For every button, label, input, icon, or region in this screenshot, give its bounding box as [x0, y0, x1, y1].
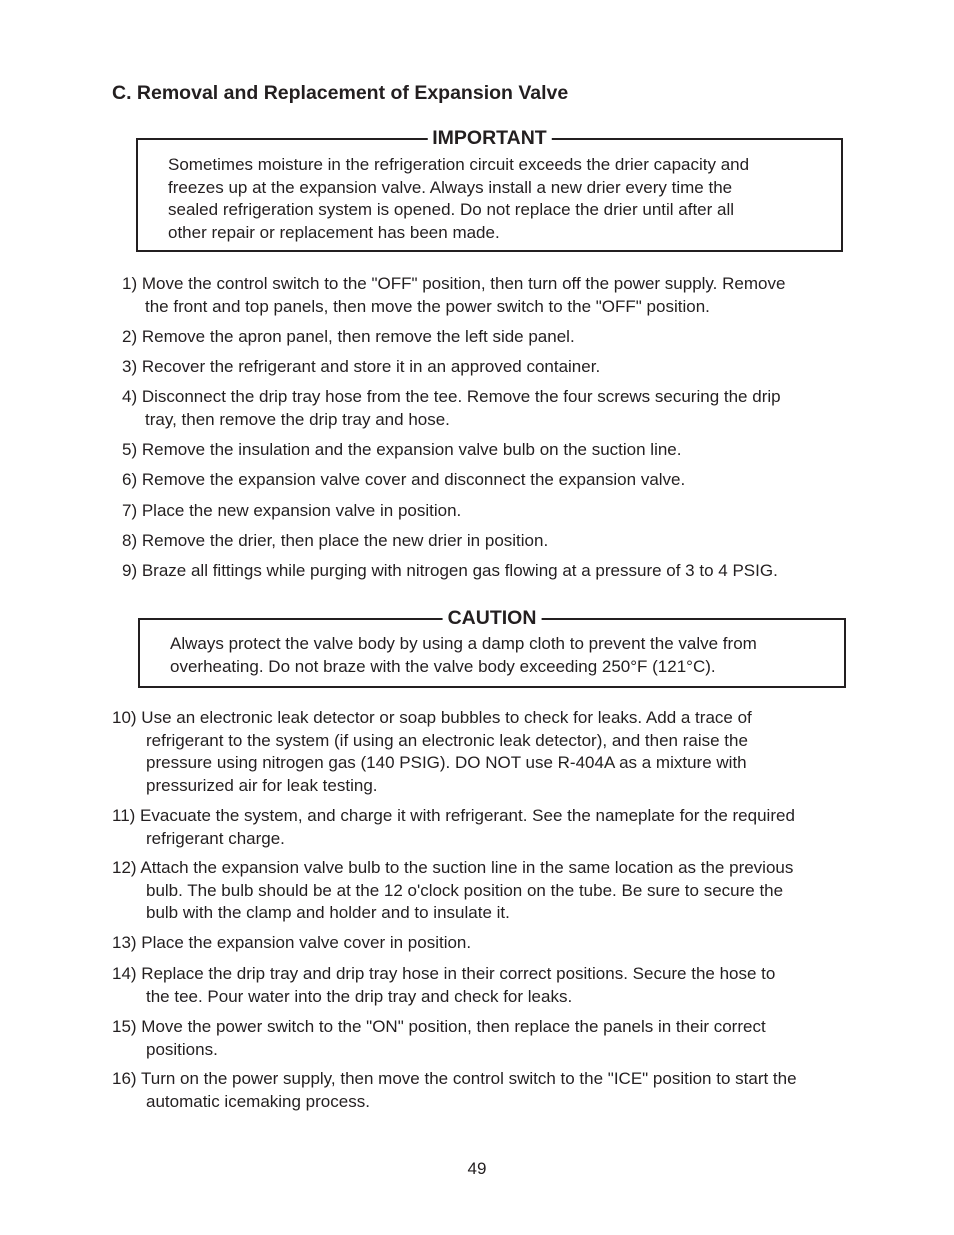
step-line: positions. — [146, 1039, 218, 1059]
step-line: tray, then remove the drip tray and hose. — [145, 409, 450, 429]
step-line: 7) Place the new expansion valve in position. — [122, 501, 462, 520]
step-7 — [122, 500, 461, 523]
caution-text — [170, 633, 757, 678]
step-5 — [122, 439, 681, 462]
step-8 — [122, 530, 548, 553]
important-notice-box — [136, 127, 843, 252]
caution-notice-box — [138, 607, 846, 688]
step-line: 12) Attach the expansion valve bulb to the suction line in the same location as the previous — [112, 858, 794, 877]
step-line: 4) Disconnect the drip tray hose from the tee. Remove the four screws securing the drip — [122, 387, 781, 406]
step-line: the front and top panels, then move the power switch to the "OFF" position. — [145, 296, 710, 316]
step-11 — [112, 805, 795, 850]
caution-line: overheating. Do not braze with the valve body exceeding 250°F (121°C). — [170, 656, 716, 676]
step-line: 11) Evacuate the system, and charge it with refrigerant. See the nameplate for the required — [112, 806, 795, 825]
step-line: 5) Remove the insulation and the expansion valve bulb on the suction line. — [122, 440, 682, 459]
step-6 — [122, 469, 685, 492]
step-1 — [122, 273, 785, 318]
step-line: 1) Move the control switch to the "OFF" position, then turn off the power supply. Remove — [122, 274, 786, 293]
step-15 — [112, 1016, 766, 1061]
step-line: bulb. The bulb should be at the 12 o'clock position on the tube. Be sure to secure the — [146, 880, 784, 900]
step-line: 15) Move the power switch to the "ON" position, then replace the panels in their correct — [112, 1017, 766, 1036]
step-line: 9) Braze all fittings while purging with nitrogen gas flowing at a pressure of 3 to 4 PSIG. — [122, 561, 778, 580]
section-heading: C. Removal and Replacement of Expansion Valve — [112, 82, 569, 104]
important-line: freezes up at the expansion valve. Always install a new drier every time the — [168, 177, 733, 197]
step-line: pressurized air for leak testing. — [146, 775, 378, 795]
step-line: automatic icemaking process. — [146, 1091, 370, 1111]
step-14 — [112, 963, 775, 1008]
important-line: sealed refrigeration system is opened. Do not replace the drier until after all — [168, 200, 735, 219]
step-line: refrigerant charge. — [146, 828, 285, 848]
step-16 — [112, 1068, 797, 1113]
important-title: IMPORTANT — [427, 126, 551, 150]
step-line: refrigerant to the system (if using an electronic leak detector), and then raise the — [146, 730, 748, 750]
caution-title: CAUTION — [443, 606, 542, 630]
step-12 — [112, 857, 793, 925]
step-line: pressure using nitrogen gas (140 PSIG). DO NOT use R-404A as a mixture with — [146, 753, 747, 772]
step-9 — [122, 560, 778, 583]
step-line: 3) Recover the refrigerant and store it in an approved container. — [122, 357, 601, 376]
step-line: 16) Turn on the power supply, then move the control switch to the "ICE" position to start the — [112, 1069, 797, 1088]
step-2 — [122, 326, 575, 349]
important-line: other repair or replacement has been made. — [168, 222, 500, 242]
important-line: Sometimes moisture in the refrigeration circuit exceeds the drier capacity and — [168, 155, 750, 174]
step-line: the tee. Pour water into the drip tray and check for leaks. — [146, 986, 573, 1006]
caution-line: Always protect the valve body by using a damp cloth to prevent the valve from — [170, 634, 757, 653]
step-line: bulb with the clamp and holder and to insulate it. — [146, 903, 510, 922]
step-13 — [112, 932, 471, 955]
step-line: 6) Remove the expansion valve cover and disconnect the expansion valve. — [122, 470, 686, 489]
step-3 — [122, 356, 600, 379]
step-line: 8) Remove the drier, then place the new drier in position. — [122, 531, 549, 550]
step-line: 10) Use an electronic leak detector or soap bubbles to check for leaks. Add a trace of — [112, 708, 752, 727]
page-number: 49 — [467, 1159, 487, 1178]
important-text — [168, 154, 749, 244]
step-10 — [112, 707, 752, 797]
step-4 — [122, 386, 781, 431]
step-line: 13) Place the expansion valve cover in position. — [112, 933, 472, 952]
step-line: 14) Replace the drip tray and drip tray hose in their correct positions. Secure the hose to — [112, 964, 776, 983]
step-line: 2) Remove the apron panel, then remove the left side panel. — [122, 327, 575, 346]
